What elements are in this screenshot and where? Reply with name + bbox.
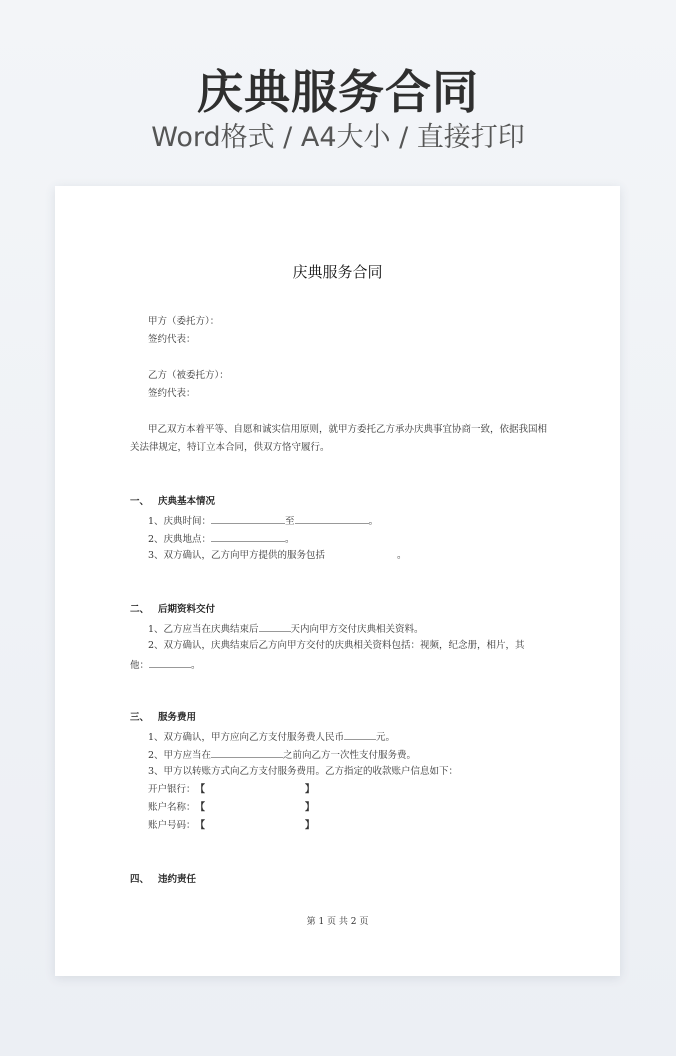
bracket-open: 【 xyxy=(195,802,206,813)
page-number-footer: 第 1 页 共 2 页 xyxy=(306,917,369,927)
item-text: 元。 xyxy=(376,732,396,743)
item-text: 他： xyxy=(130,660,150,671)
blank-line xyxy=(344,730,376,740)
blank-line xyxy=(211,532,285,542)
bracket-open: 【 xyxy=(195,820,206,831)
item-text: 至 xyxy=(285,516,295,527)
banner-subtitle: Word格式 / A4大小 / 直接打印 xyxy=(151,122,525,153)
section-4-number: 四、 xyxy=(130,874,150,885)
document-page xyxy=(55,186,620,976)
section-3-item-3: 3、甲方以转账方式向乙方支付服务费用。乙方指定的收款账户信息如下： xyxy=(148,766,459,777)
party-a-label: 甲方（委托方）： xyxy=(148,316,220,327)
item-text: 1、庆典时间： xyxy=(148,516,212,527)
intro-line-2: 关法律规定，特订立本合同，供双方恪守履行。 xyxy=(130,442,330,453)
blank-line xyxy=(211,514,285,524)
document-title: 庆典服务合同 xyxy=(292,263,383,281)
blank-line xyxy=(295,514,369,524)
item-text: 天内向甲方交付庆典相关资料。 xyxy=(290,624,424,635)
section-1-heading xyxy=(130,496,215,508)
section-4-title: 违约责任 xyxy=(158,874,197,885)
item-text: 1、双方确认，甲方应向乙方支付服务费人民币 xyxy=(148,732,345,743)
section-3-item-2 xyxy=(148,748,416,762)
bank-field xyxy=(148,784,315,796)
section-2-item-2-line-2 xyxy=(130,658,201,672)
section-4-heading xyxy=(130,874,196,886)
section-2-item-2-line-1: 2、双方确认，庆典结束后乙方向甲方交付的庆典相关资料包括：视频，纪念册，相片，其 xyxy=(148,640,525,651)
blank-line xyxy=(259,622,291,632)
section-2-heading xyxy=(130,604,215,616)
section-2-title: 后期资料交付 xyxy=(158,604,216,615)
section-3-title: 服务费用 xyxy=(158,712,197,723)
item-text: 。 xyxy=(368,516,379,527)
item-text: 2、甲方应当在 xyxy=(148,750,212,761)
banner-title: 庆典服务合同 xyxy=(197,65,479,119)
section-3-item-1 xyxy=(148,730,395,744)
section-3-heading xyxy=(130,712,196,724)
bracket-close: 】 xyxy=(305,784,315,795)
section-1-item-1 xyxy=(148,514,378,528)
party-b-label: 乙方（被委托方）： xyxy=(148,370,229,381)
item-text: 。 xyxy=(285,534,295,545)
item-text: 之前向乙方一次性支付服务费。 xyxy=(283,750,417,761)
bracket-close: 】 xyxy=(305,802,315,813)
bracket-open: 【 xyxy=(195,784,206,795)
field-label: 开户银行： xyxy=(148,784,196,795)
item-text: 。 xyxy=(191,660,201,671)
section-2-item-1 xyxy=(148,622,424,636)
item-text: 3、双方确认，乙方向甲方提供的服务包括 xyxy=(148,550,326,561)
party-b-rep: 签约代表： xyxy=(148,388,196,399)
intro-line-1: 甲乙双方本着平等、自愿和诚实信用原则，就甲方委托乙方承办庆典事宜协商一致，依据我国相 xyxy=(148,424,548,435)
field-label: 账户号码： xyxy=(148,820,196,831)
section-1-item-3 xyxy=(148,550,407,562)
blank-line xyxy=(149,658,191,668)
bracket-close: 】 xyxy=(305,820,315,831)
section-3-number: 三、 xyxy=(130,712,150,723)
item-text: 。 xyxy=(397,550,407,561)
account-number-field xyxy=(148,820,315,832)
party-a-rep: 签约代表： xyxy=(148,334,196,345)
section-1-item-2 xyxy=(148,532,295,546)
item-text: 2、庆典地点： xyxy=(148,534,212,545)
field-label: 账户名称： xyxy=(148,802,196,813)
item-text: 1、乙方应当在庆典结束后 xyxy=(148,624,259,635)
section-1-number: 一、 xyxy=(130,496,150,507)
section-1-title: 庆典基本情况 xyxy=(158,496,216,507)
section-2-number: 二、 xyxy=(130,604,150,615)
blank-line xyxy=(211,748,283,758)
account-name-field xyxy=(148,802,315,814)
